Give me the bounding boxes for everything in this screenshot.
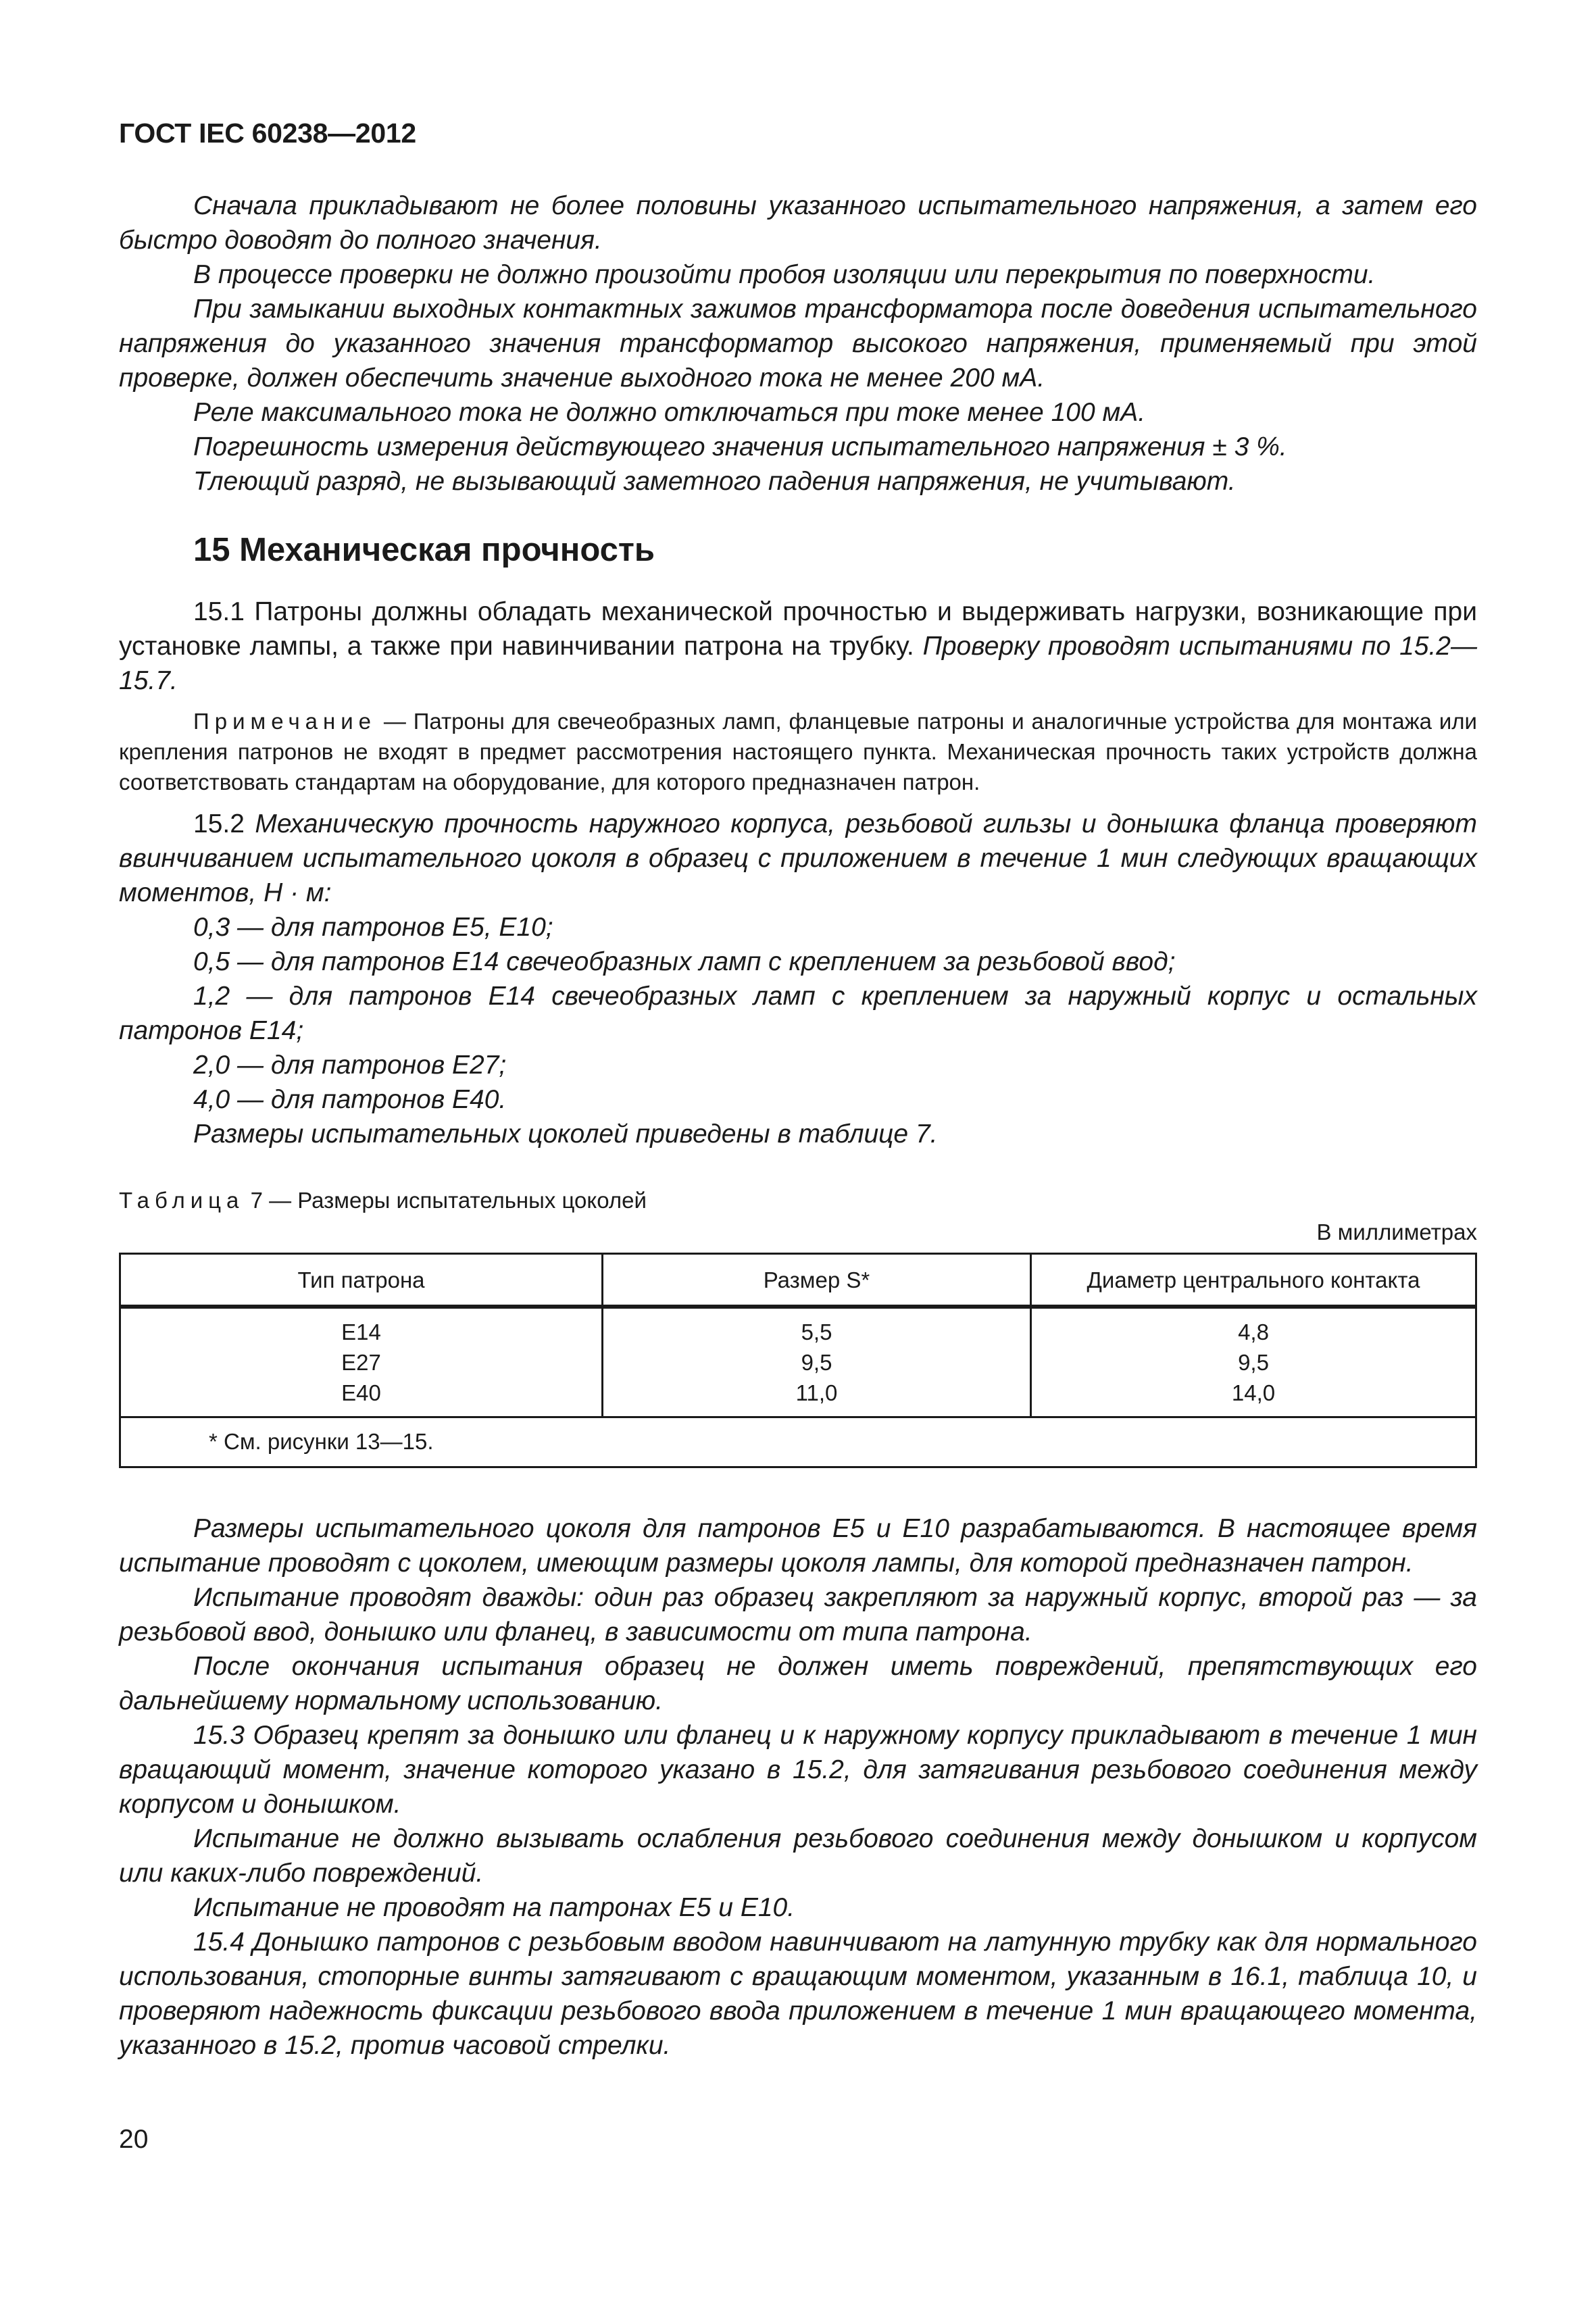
torque-item: 1,2 — для патронов E14 свечеобразных ламп с креплением за наружный корпус и остальных патронов E14; <box>119 982 1477 1045</box>
clause-15-1 <box>119 595 1477 698</box>
clause-15-2-number: 15.2 <box>193 809 245 838</box>
clause-15-4: 15.4 Донышко патронов с резьбовым вводом навинчивают на латунную трубку как для нормального использования, стопорные винты затягивают с вращающим моментом, указанным в 16.1, таблица 10, и проверяют надежность фиксации резьбового ввода приложением в течение 1 мин вращающего момента, указанного в 15.2, против часовой стрелки. <box>119 1928 1477 2060</box>
body-paragraph: Размеры испытательного цоколя для патронов E5 и E10 разрабатываются. В настоящее время испытание проводят с цоколем, имеющим размеры цоколя лампы, для которой предназначен патрон. <box>119 1514 1477 1578</box>
section-title: 15 Механическая прочность <box>193 532 655 568</box>
body-paragraph: После окончания испытания образец не должен иметь повреждений, препятствующих его дальнейшему нормальному использованию. <box>119 1652 1477 1715</box>
column-header: Тип патрона <box>120 1254 603 1307</box>
table-cell-size <box>603 1307 1031 1417</box>
cell-value: E40 <box>341 1380 381 1405</box>
page-number: 20 <box>119 2125 149 2154</box>
column-header: Диаметр центрального контакта <box>1031 1254 1476 1307</box>
body-paragraph: Испытание не проводят на патронах E5 и E10. <box>193 1893 795 1922</box>
intro-paragraph: При замыкании выходных контактных зажимов трансформатора после доведения испытательного напряжения до указанного значения трансформатор высокого напряжения, применяемый при этой проверке, должен обеспечить значение выходного тока не менее 200 мА. <box>119 295 1477 393</box>
clause-15-1-italic: Проверку проводят испытаниями по 15.2—15.7. <box>119 632 1477 695</box>
torque-item: 0,5 — для патронов E14 свечеобразных ламп с креплением за резьбовой ввод; <box>193 947 1176 976</box>
cell-value: 5,5 <box>801 1319 832 1344</box>
table-footnote-row <box>120 1417 1476 1467</box>
clause-15-2-text: Механическую прочность наружного корпуса, резьбовой гильзы и донышка фланца проверяют ввинчиванием испытательного цоколя в образец с приложением в течение 1 мин следующих вращающих моментов, Н · м: <box>119 809 1477 907</box>
intro-paragraph: Реле максимального тока не должно отключаться при токе менее 100 мА. <box>193 398 1146 427</box>
cell-value: E14 <box>341 1319 381 1344</box>
after-table-text <box>119 1511 1477 2063</box>
torque-item: 2,0 — для патронов E27; <box>193 1051 507 1080</box>
cell-value: 14,0 <box>1231 1380 1276 1405</box>
clause-15-2 <box>119 807 1477 910</box>
table-caption <box>119 1185 1477 1215</box>
intro-paragraph: Сначала прикладывают не более половины указанного испытательного напряжения, а затем его быстро доводят до полного значения. <box>119 191 1477 255</box>
table-body <box>120 1307 1476 1417</box>
table-units: В миллиметрах <box>1316 1219 1477 1244</box>
torque-item: 4,0 — для патронов E40. <box>193 1085 507 1114</box>
body-paragraph: Испытание проводят дважды: один раз образец закрепляют за наружный корпус, второй раз — за резьбовой ввод, донышко или фланец, в зависимости от типа патрона. <box>119 1583 1477 1646</box>
column-header: Размер S* <box>603 1254 1031 1307</box>
table-reference: Размеры испытательных цоколей приведены в таблице 7. <box>193 1120 938 1149</box>
table-7 <box>119 1253 1477 1468</box>
table-label: Таблица <box>119 1188 245 1213</box>
body-paragraph: Испытание не должно вызывать ослабления резьбового соединения между донышком и корпусом или каких-либо повреждений. <box>119 1824 1477 1888</box>
cell-value: 11,0 <box>795 1380 838 1405</box>
torque-item: 0,3 — для патронов E5, E10; <box>193 913 553 942</box>
cell-value: 9,5 <box>801 1350 832 1375</box>
table-header-row <box>120 1254 1476 1307</box>
table-cell-diameter <box>1031 1307 1476 1417</box>
cell-value: E27 <box>341 1350 381 1375</box>
intro-paragraph: Погрешность измерения действующего значения испытательного напряжения ± 3 %. <box>193 432 1287 461</box>
clause-15-3: 15.3 Образец крепят за донышко или фланец и к наружному корпусу прикладывают в течение 1 мин вращающий момент, значение которого указано в 15.2, для затягивания резьбового соединения между корпусом и донышком. <box>119 1721 1477 1819</box>
table-cell-type <box>120 1307 603 1417</box>
note-label: Примечание <box>193 709 377 734</box>
note <box>119 706 1477 797</box>
intro-paragraph: Тлеющий разряд, не вызывающий заметного падения напряжения, не учитывают. <box>193 467 1236 496</box>
standard-header: ГОСТ IEC 60238—2012 <box>119 118 416 149</box>
table-footnote: * См. рисунки 13—15. <box>120 1417 1476 1467</box>
note-text: — Патроны для свечеобразных ламп, фланцевые патроны и аналогичные устройства для монтажа или крепления патронов не входят в предмет рассмотрения настоящего пункта. Механическая прочность таких устройств должна соответствовать стандартам на оборудование, для которого предназначен патрон. <box>119 709 1477 795</box>
cell-value: 4,8 <box>1238 1319 1269 1344</box>
cell-value: 9,5 <box>1238 1350 1269 1375</box>
page-content <box>119 116 1477 2063</box>
table-title: 7 — Размеры испытательных цоколей <box>250 1188 647 1213</box>
intro-paragraph: В процессе проверки не должно произойти пробоя изоляции или перекрытия по поверхности. <box>193 260 1376 289</box>
clause-15-1-text: 15.1 Патроны должны обладать механической прочностью и выдерживать нагрузки, возникающие при установке лампы, а также при навинчивании патрона на трубку. <box>119 597 1477 661</box>
